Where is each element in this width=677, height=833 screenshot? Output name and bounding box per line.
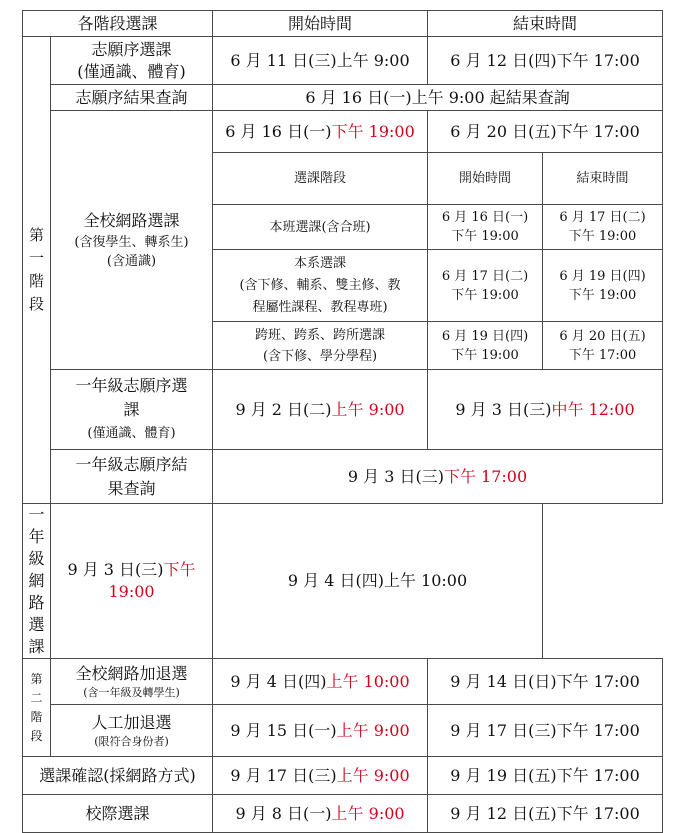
sub-row-start: 6 月 17 日(二) 下午 19:00	[428, 250, 543, 322]
row-preference	[23, 37, 663, 85]
manual-end: 9 月 17 日(三)下午 17:00	[428, 705, 663, 757]
add-drop-start: 9 月 4 日(四)上午 10:00	[213, 659, 428, 705]
online-name: 全校網路選課 (含復學生、轉系生) (含通識)	[51, 111, 213, 370]
intercollegiate-start: 9 月 8 日(一)上午 9:00	[213, 795, 428, 833]
sub-row-stage: 本系選課 (含下修、輔系、雙主修、教 程屬性課程、教程專班)	[213, 250, 428, 322]
row-freshman-result	[23, 450, 663, 504]
add-drop-name: 全校網路加退選 (含一年級及轉學生)	[51, 659, 213, 705]
row-freshman-online	[23, 504, 663, 659]
header-row	[23, 11, 663, 37]
sub-row-start: 6 月 19 日(四) 下午 19:00	[428, 322, 543, 370]
freshman-preference-end: 9 月 3 日(三)中午 12:00	[428, 370, 663, 450]
sub-header-stage: 選課階段	[213, 153, 428, 205]
freshman-preference-start: 9 月 2 日(二)上午 9:00	[213, 370, 428, 450]
header-stage: 各階段選課	[23, 11, 213, 37]
row-confirm	[23, 757, 663, 795]
sub-row-start: 6 月 16 日(一) 下午 19:00	[428, 205, 543, 250]
sub-header-end: 結束時間	[543, 153, 663, 205]
confirm-start: 9 月 17 日(三)上午 9:00	[213, 757, 428, 795]
row-intercollegiate	[23, 795, 663, 833]
phase1-label: 第 一 階 段	[23, 37, 51, 504]
freshman-result-value: 9 月 3 日(三)下午 17:00	[213, 450, 663, 504]
sub-row-stage: 跨班、跨系、跨所選課 (含下修、學分學程)	[213, 322, 428, 370]
header-start: 開始時間	[213, 11, 428, 37]
confirm-end: 9 月 19 日(五)下午 17:00	[428, 757, 663, 795]
header-end: 結束時間	[428, 11, 663, 37]
sub-row-end: 6 月 17 日(二) 下午 19:00	[543, 205, 663, 250]
freshman-online-name: 一年級網路選課	[23, 504, 51, 659]
sub-header-start: 開始時間	[428, 153, 543, 205]
preference-result-value: 6 月 16 日(一)上午 9:00 起結果查詢	[213, 85, 663, 111]
preference-name: 志願序選課 (僅通識、體育)	[51, 37, 213, 85]
manual-start: 9 月 15 日(一)上午 9:00	[213, 705, 428, 757]
intercollegiate-end: 9 月 12 日(五)下午 17:00	[428, 795, 663, 833]
manual-name: 人工加退選 (限符合身份者)	[51, 705, 213, 757]
confirm-name: 選課確認(採網路方式)	[23, 757, 213, 795]
add-drop-end: 9 月 14 日(日)下午 17:00	[428, 659, 663, 705]
course-selection-schedule	[22, 10, 662, 823]
sub-row-end: 6 月 19 日(四) 下午 19:00	[543, 250, 663, 322]
row-preference-result	[23, 85, 663, 111]
preference-end: 6 月 12 日(四)下午 17:00	[428, 37, 663, 85]
row-add-drop	[23, 659, 663, 705]
online-start: 6 月 16 日(一)下午 19:00	[213, 111, 428, 153]
row-online	[23, 111, 663, 153]
freshman-online-start: 9 月 3 日(三)下午 19:00	[51, 504, 213, 659]
freshman-online-end: 9 月 4 日(四)上午 10:00	[213, 504, 543, 659]
row-freshman-preference	[23, 370, 663, 450]
online-end: 6 月 20 日(五)下午 17:00	[428, 111, 663, 153]
freshman-preference-name: 一年級志願序選 課 (僅通識、體育)	[51, 370, 213, 450]
freshman-result-name: 一年級志願序結 果查詢	[51, 450, 213, 504]
preference-start: 6 月 11 日(三)上午 9:00	[213, 37, 428, 85]
preference-result-name: 志願序結果查詢	[51, 85, 213, 111]
schedule-table	[22, 10, 663, 833]
intercollegiate-name: 校際選課	[23, 795, 213, 833]
row-manual	[23, 705, 663, 757]
sub-row-end: 6 月 20 日(五) 下午 17:00	[543, 322, 663, 370]
sub-row-stage: 本班選課(含合班)	[213, 205, 428, 250]
phase2-label: 第 二 階 段	[23, 659, 51, 757]
